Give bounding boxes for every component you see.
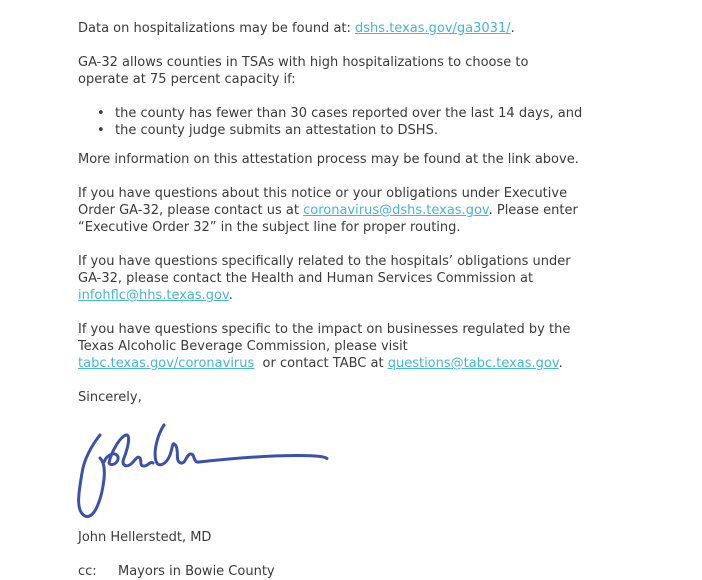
text-run: GA-32 allows counties in TSAs with high hospitalizations to choose to (78, 55, 529, 70)
signature-ink (70, 421, 360, 521)
para-hospitalization-data (78, 20, 658, 37)
para-questions-notice (78, 185, 658, 236)
text-run: Order GA-32, please contact us at (78, 203, 304, 218)
signatory-name (78, 529, 658, 546)
capacity-conditions-list (78, 105, 658, 139)
text-line (78, 71, 658, 88)
text-line (78, 389, 658, 406)
text-run: More information on this attestation process may be found at the link above. (78, 152, 579, 167)
link-coronavirus-email[interactable]: coronavirus@dshs.texas.gov (303, 203, 489, 218)
text-line (78, 270, 658, 287)
link-dshs-ga3031[interactable]: dshs.texas.gov/ga3031/ (355, 21, 511, 36)
text-run: If you have questions specifically related to the hospitals’ obligations under (78, 254, 571, 269)
closing-salutation (78, 389, 658, 406)
link-infohflc-email[interactable]: infohflc@hhs.texas.gov (78, 288, 229, 303)
text-line (78, 321, 658, 338)
text-run: operate at 75 percent capacity if: (78, 72, 296, 87)
text-run: “Executive Order 32” in the subject line for proper routing. (78, 220, 461, 235)
signature-john-hellerstedt (70, 421, 658, 521)
text-line (78, 219, 658, 236)
text-run: Texas Alcoholic Beverage Commission, please visit (78, 339, 408, 354)
text-run: If you have questions specific to the impact on businesses regulated by the (78, 322, 571, 337)
text-run: If you have questions about this notice or your obligations under Executive (78, 186, 568, 201)
text-line (78, 338, 658, 355)
text-line (78, 20, 658, 37)
para-questions-hospitals (78, 253, 658, 304)
text-line (78, 253, 658, 270)
para-more-information (78, 151, 658, 168)
cc-label: cc: (78, 564, 97, 579)
text-run: . (510, 21, 515, 36)
text-run: or contact TABC at (254, 356, 388, 371)
text-line (78, 54, 658, 71)
text-run: . Please enter (488, 203, 578, 218)
text-line (78, 529, 658, 546)
text-run: GA-32, please contact the Health and Human Services Commission at (78, 271, 534, 286)
para-ga32-capacity (78, 54, 658, 88)
cc-value: Mayors in Bowie County (118, 564, 275, 579)
text-run: Data on hospitalizations may be found at: (78, 21, 356, 36)
text-run: Sincerely, (78, 390, 142, 405)
text-line (78, 287, 658, 304)
text-line (78, 355, 658, 372)
para-questions-tabc (78, 321, 658, 372)
text-line (78, 151, 658, 168)
cc-line (78, 563, 658, 580)
bullet-item: • the county judge submits an attestation to DSHS. (115, 122, 658, 139)
text-run: . (558, 356, 563, 371)
link-tabc-questions-email[interactable]: questions@tabc.texas.gov (387, 356, 559, 371)
text-run: John Hellerstedt, MD (78, 530, 212, 545)
link-tabc-coronavirus[interactable]: tabc.texas.gov/coronavirus (78, 356, 255, 371)
bullet-item: • the county has fewer than 30 cases reported over the last 14 days, and (115, 105, 658, 122)
text-line (78, 202, 658, 219)
text-line (78, 185, 658, 202)
text-run: . (228, 288, 233, 303)
